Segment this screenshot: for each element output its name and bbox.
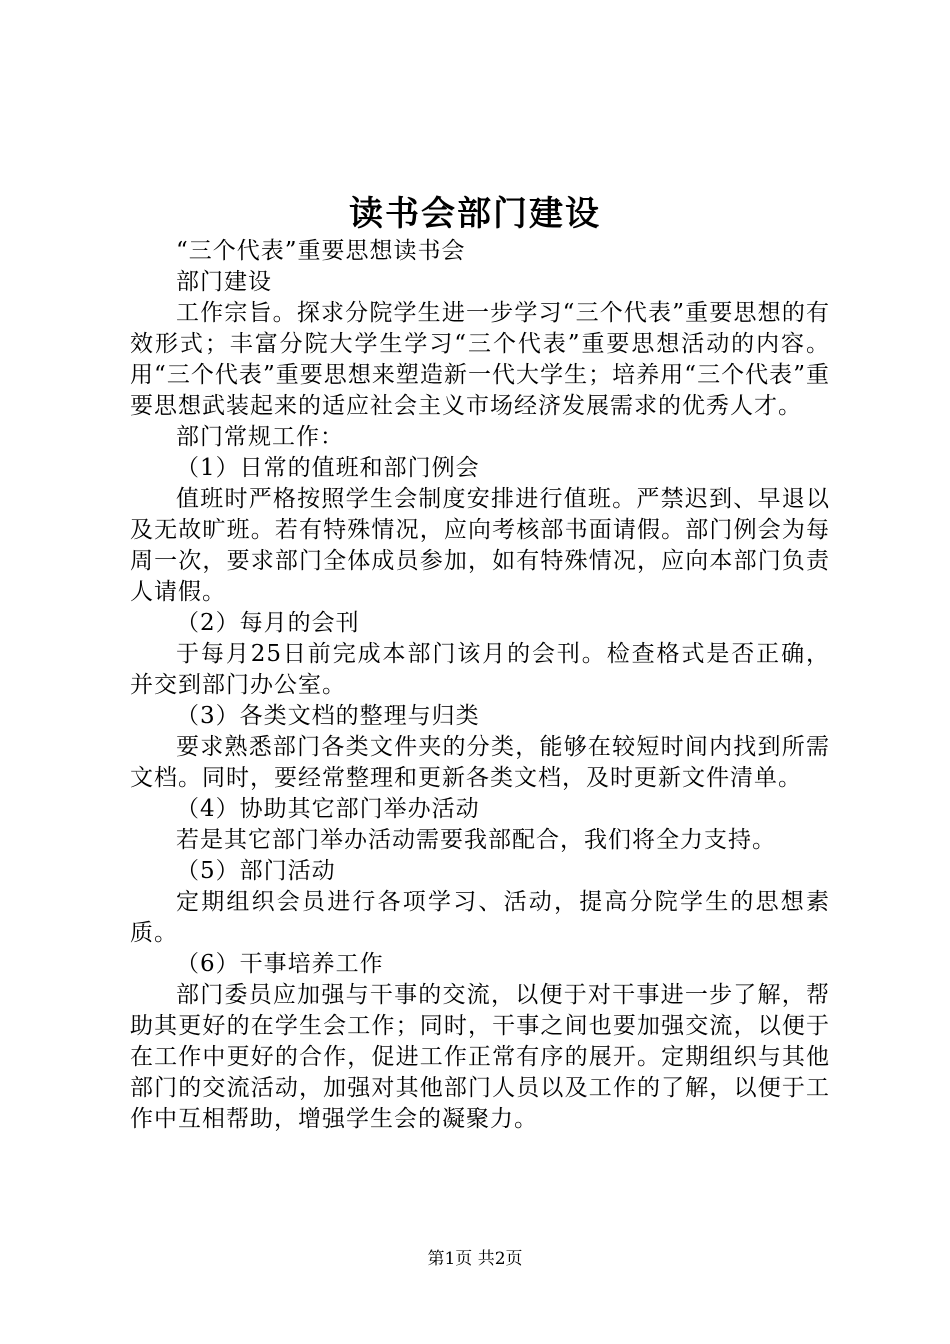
section-heading-1: （1）日常的值班和部门例会 — [176, 455, 480, 481]
document-title: 读书会部门建设 — [349, 194, 601, 234]
paragraph-heading-department: 部门建设 — [176, 269, 272, 295]
paragraph-activities: 定期组织会员进行各项学习、活动，提高分院学生的思想素质。 — [130, 889, 830, 946]
document-body — [130, 236, 830, 1135]
paragraph-documents: 要求熟悉部门各类文件夹的分类，能够在较短时间内找到所需文档。同时，要经常整理和更新各类文档，及时更新文件清单。 — [130, 734, 830, 791]
paragraph-purpose: 工作宗旨。探求分院学生进一步学习“三个代表”重要思想的有效形式；丰富分院大学生学习“三个代表”重要思想活动的内容。用“三个代表”重要思想来塑造新一代大学生；培养用“三个代表”重要思想武装起来的适应社会主义市场经济发展需求的优秀人才。 — [130, 300, 830, 419]
paragraph-duty: 值班时严格按照学生会制度安排进行值班。严禁迟到、早退以及无故旷班。若有特殊情况，应向考核部书面请假。部门例会为每周一次，要求部门全体成员参加，如有特殊情况，应向本部门负责人请假。 — [130, 486, 830, 605]
paragraph-training: 部门委员应加强与干事的交流，以便于对干事进一步了解，帮助其更好的在学生会工作；同时，干事之间也要加强交流，以便于在工作中更好的合作，促进工作正常有序的展开。定期组织与其他部门的交流活动，加强对其他部门人员以及工作的了解，以便于工作中互相帮助，增强学生会的凝聚力。 — [130, 982, 830, 1132]
page-number-footer: 第1页 共2页 — [427, 1249, 523, 1269]
section-heading-2: （2）每月的会刊 — [176, 610, 360, 636]
section-heading-5: （5）部门活动 — [176, 858, 336, 884]
paragraph-assist: 若是其它部门举办活动需要我部配合，我们将全力支持。 — [176, 827, 776, 853]
paragraph-routine-work: 部门常规工作： — [176, 424, 344, 450]
paragraph-journal: 于每月25日前完成本部门该月的会刊。检查格式是否正确，并交到部门办公室。 — [130, 641, 830, 698]
section-heading-4: （4）协助其它部门举办活动 — [176, 796, 480, 822]
paragraph-heading-reading-club: “三个代表”重要思想读书会 — [176, 238, 466, 264]
section-heading-6: （6）干事培养工作 — [176, 951, 384, 977]
section-heading-3: （3）各类文档的整理与归类 — [176, 703, 480, 729]
